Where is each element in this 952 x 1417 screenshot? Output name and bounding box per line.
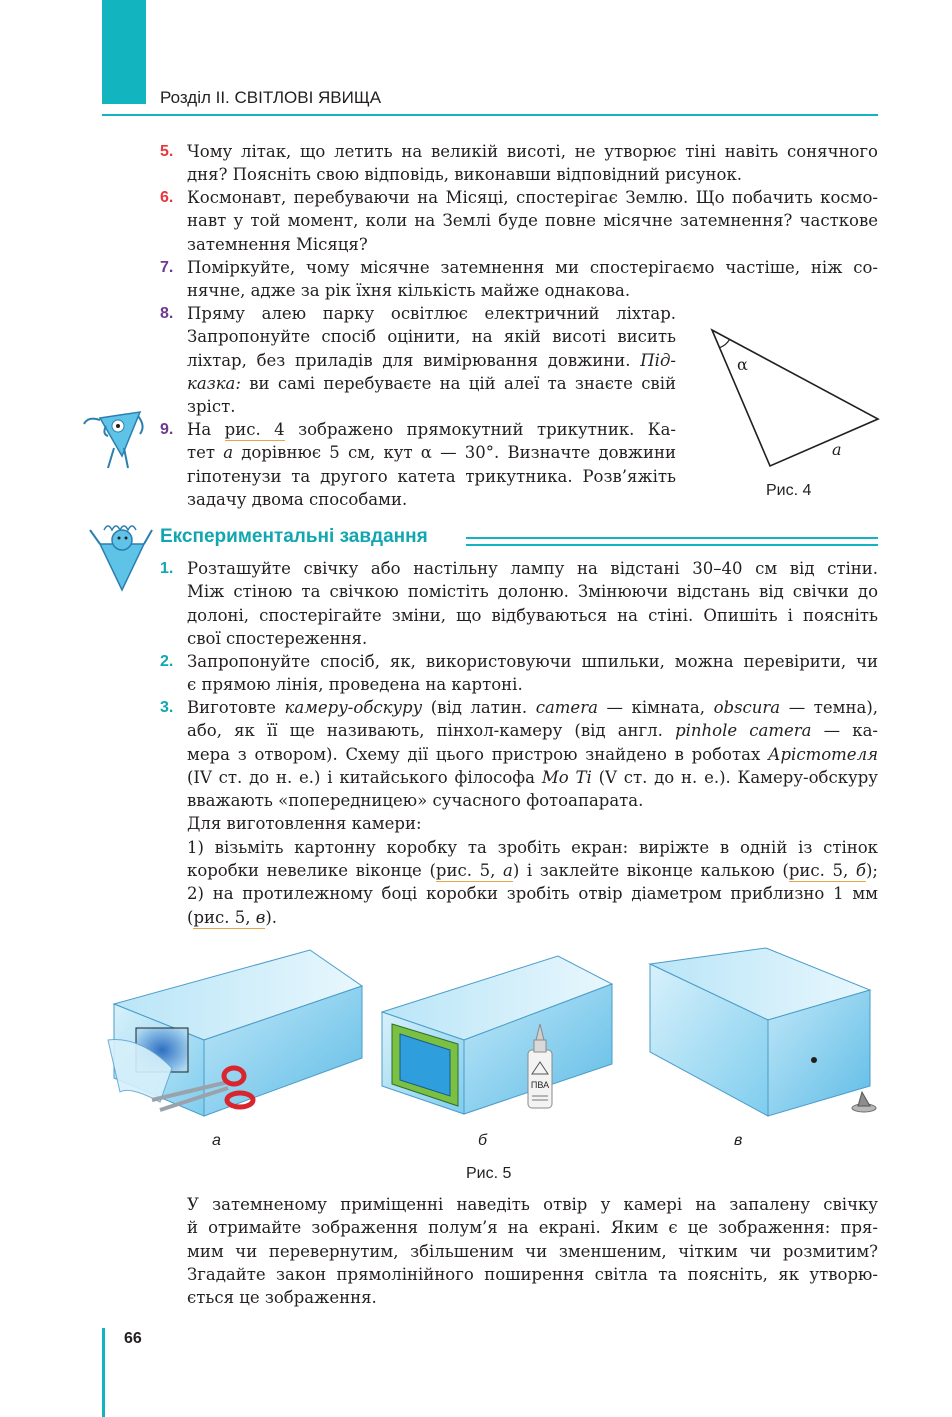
- final-paragraph: [187, 1193, 878, 1309]
- pushpin-icon: [852, 1092, 876, 1112]
- text-line: вважають «попередницею» сучасного фотоапарата.: [187, 791, 644, 811]
- angle-label: α: [737, 355, 748, 374]
- problem-number: 8.: [160, 305, 174, 322]
- text-line: зріст.: [187, 397, 236, 417]
- experiment-mascot-icon: [86, 518, 156, 594]
- text-line: гіпотенузи та другого катета трикутника. Розв’яжіть: [187, 466, 676, 486]
- figure-5a-label: а: [212, 1132, 221, 1149]
- problem-number: 9.: [160, 421, 174, 438]
- section-rule: [466, 537, 878, 546]
- text-line: коробки невелике віконце (рис. 5, а) і заклейте віконце калькою (рис. 5, б);: [187, 861, 878, 881]
- text-line: або, як її ще називають, пінхол-камеру (від англ. pinhole camera — ка-: [187, 721, 878, 741]
- figure-4-triangle: [700, 320, 890, 480]
- text-line: Виготовте камеру-обскуру (від латин. camera — кімната, obscura — темна),: [187, 698, 879, 717]
- problem-number: 5.: [160, 143, 174, 160]
- problem-number: 6.: [160, 189, 174, 206]
- text-line: Запропонуйте спосіб, як, використовуючи шпильки, можна перевірити, чи: [187, 652, 878, 671]
- problem-number: 7.: [160, 259, 174, 276]
- figure-5b-label: б: [478, 1132, 487, 1149]
- text-line: навт у той момент, коли на Землі буде повне місячне затемнення? часткове: [187, 211, 878, 231]
- figure-5b-link[interactable]: рис. 5, б: [788, 861, 866, 881]
- text-line: Пряму алею парку освітлює електричний ліхтар.: [187, 304, 676, 323]
- hint-word: казка:: [187, 373, 241, 393]
- text-line: 2) на протилежному боці коробки зробіть отвір діаметром приблизно 1 мм: [187, 884, 878, 904]
- text-line: (IV ст. до н. е.) і китайського філософа Мо Ті (V ст. до н. е.). Камеру-обскуру: [187, 767, 879, 787]
- text-line: Запропонуйте спосіб оцінити, на якій висоті висить: [187, 327, 676, 347]
- figure-4-link[interactable]: рис. 4: [224, 420, 285, 439]
- text-line: ліхтар, без приладів для вимірювання довжини. Під-: [187, 350, 676, 370]
- text-line: ється це зображення.: [187, 1288, 377, 1308]
- text-line: казка: ви самі перебуваєте на цій алеї та знаєте свій: [187, 373, 676, 393]
- box-b: [382, 956, 612, 1114]
- text-line: задачу двома способами.: [187, 489, 408, 509]
- pinhole: [811, 1057, 817, 1063]
- running-head: Розділ ІІ. СВІТЛОВІ ЯВИЩА: [160, 88, 382, 107]
- figure-5c-link[interactable]: рис. 5, в: [193, 907, 266, 927]
- figure-5a-link[interactable]: рис. 5, а: [435, 861, 513, 881]
- thinking-mascot-icon: [78, 404, 158, 474]
- box-c: [650, 948, 876, 1116]
- text-line: На рис. 4 зображено прямокутний трикутник. Ка-: [187, 420, 676, 439]
- task-number: 1.: [160, 560, 174, 577]
- text-line: свої спостереження.: [187, 628, 368, 648]
- figure-5-boxes: [100, 940, 890, 1130]
- figure-5c-label: в: [734, 1132, 743, 1149]
- footer-bar: [102, 1328, 105, 1417]
- text-line: У затемненому приміщенні наведіть отвір у камері на запалену свічку: [187, 1195, 878, 1214]
- text-line: нячне, адже за рік їхня кількість майже однакова.: [187, 281, 631, 301]
- side-label: a: [832, 440, 842, 459]
- task-number: 2.: [160, 653, 174, 670]
- text-line: Космонавт, перебуваючи на Місяці, спостерігає Землю. Що побачить космо-: [187, 188, 878, 207]
- glue-label: ПВА: [530, 1080, 550, 1090]
- text-line: долоні, спостерігайте зміни, що відбуваються на стіні. Опишіть і поясніть: [187, 605, 878, 625]
- text-line: Чому літак, що летить на великій висоті, не утворює тіні навіть сонячного: [187, 142, 878, 161]
- text-line: Для виготовлення камери:: [187, 814, 422, 834]
- text-line: є прямою лінія, проведена на картоні.: [187, 675, 523, 695]
- text-line: затемнення Місяця?: [187, 234, 368, 254]
- section-title: Експериментальні завдання: [160, 526, 428, 547]
- text-line: Згадайте закон прямолінійного поширення світла та поясніть, як утворю-: [187, 1264, 878, 1284]
- text-line: 1) візьміть картонну коробку та зробіть екран: виріжте в одній із стінок: [187, 837, 878, 857]
- box-a: [108, 950, 362, 1116]
- text-line: Між стіною та свічкою помістіть долоню. Змінюючи відстань від свічки до: [187, 582, 878, 602]
- text-line: й отримайте зображення полум’я на екрані. Яким є це зображення: пря-: [187, 1218, 878, 1238]
- hint-word: Під-: [640, 350, 676, 370]
- figure-5-caption: Рис. 5: [466, 1165, 512, 1182]
- header-rule: [102, 114, 878, 116]
- chapter-tab: [102, 0, 146, 104]
- page-number: 66: [124, 1330, 142, 1347]
- text-line: Поміркуйте, чому місячне затемнення ми спостерігаємо частіше, ніж со-: [187, 258, 878, 277]
- text-line: (рис. 5, в).: [187, 907, 278, 927]
- text-line: мим чи перевернутим, збільшеним чи зменшеним, чітким чи розмитим?: [187, 1241, 878, 1261]
- text-line: тет a дорівнює 5 см, кут α — 30°. Визначте довжини: [187, 443, 676, 463]
- task-number: 3.: [160, 699, 174, 716]
- figure-4-caption: Рис. 4: [766, 482, 812, 499]
- text-line: мера з отвором). Схему дії цього пристрою знайдено в роботах Арістотеля: [187, 744, 878, 764]
- text-line: дня? Поясніть свою відповідь, виконавши відповідний рисунок.: [187, 165, 743, 185]
- text-line: Розташуйте свічку або настільну лампу на відстані 30–40 см від стіни.: [187, 559, 878, 578]
